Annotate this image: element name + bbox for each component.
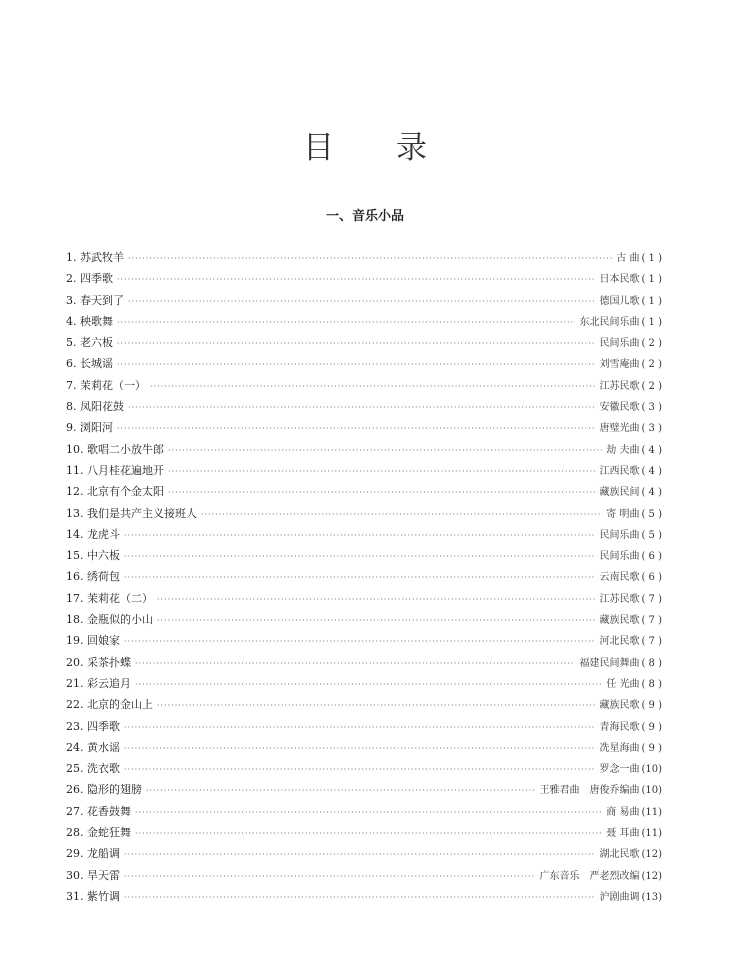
entry-credit: 日本民歌 [599,274,640,286]
entry-title: 12. 北京有个金太阳 [66,485,164,499]
toc-entry[interactable] [66,503,662,524]
dot-leader [146,780,535,801]
dot-leader [117,269,595,290]
toc-entry[interactable] [66,545,662,566]
dot-leader [128,248,612,269]
entry-title: 15. 中六板 [66,549,120,563]
toc-entry[interactable] [66,694,662,715]
entry-page-number: ( 2 ) [641,359,662,371]
dot-leader [124,844,595,865]
dot-leader [135,674,602,695]
toc-entry[interactable] [66,758,662,779]
entry-page-number: ( 8 ) [641,657,662,669]
toc-entry[interactable] [66,396,662,417]
entry-title: 13. 我们是共产主义接班人 [66,506,197,520]
entry-page-number: (12) [641,870,662,882]
entry-page-number: (10) [641,764,662,776]
dot-leader [135,823,602,844]
toc-entry[interactable] [66,779,662,800]
toc-entry[interactable] [66,609,662,630]
entry-credit: 广东音乐 严老烈改编 [539,870,640,882]
entry-title: 28. 金蛇狂舞 [66,826,131,840]
toc-entry[interactable] [66,843,662,864]
entry-credit: 藏族民间 [599,487,640,499]
entry-credit: 沪剧曲调 [599,891,640,903]
entry-title: 8. 凤阳花鼓 [66,400,124,414]
dot-leader [124,631,595,652]
entry-title: 6. 长城谣 [66,357,113,371]
entry-title: 18. 金瓶似的小山 [66,613,153,627]
dot-leader [124,759,595,780]
dot-leader [168,440,602,461]
entry-credit: 青海民歌 [599,721,640,733]
entry-page-number: ( 9 ) [641,700,662,712]
dot-leader [124,567,595,588]
dot-leader [168,461,595,482]
entry-page-number: ( 1 ) [641,295,662,307]
toc-entry[interactable] [66,481,662,502]
entry-title: 19. 回娘家 [66,634,120,648]
entry-page-number: ( 7 ) [641,636,662,648]
entry-credit: 云南民歌 [599,572,640,584]
dot-leader [157,695,595,716]
toc-entry[interactable] [66,865,662,886]
entry-page-number: ( 2 ) [641,380,662,392]
dot-leader [124,525,595,546]
entry-page-number: ( 4 ) [641,465,662,477]
toc-entry[interactable] [66,460,662,481]
entry-title: 10. 歌唱二小放牛郎 [66,442,164,456]
entry-title: 30. 旱天雷 [66,868,120,882]
toc-entry[interactable] [66,524,662,545]
toc-entry[interactable] [66,353,662,374]
dot-leader [201,504,602,525]
entry-credit: 湖北民歌 [599,849,640,861]
entry-page-number: ( 4 ) [641,487,662,499]
toc-entry[interactable] [66,439,662,460]
toc-entry[interactable] [66,290,662,311]
entry-credit: 王雅君曲 唐俊乔编曲 [539,785,640,797]
entry-title: 11. 八月桂花遍地开 [66,463,164,477]
entry-credit: 河北民歌 [599,636,640,648]
toc-entry[interactable] [66,332,662,353]
entry-credit: 江西民歌 [599,465,640,477]
entry-title: 4. 秧歌舞 [66,314,113,328]
entry-credit: 劫 夫曲 [606,444,640,456]
toc-entry[interactable] [66,630,662,651]
section-title: 一、音乐小品 [325,209,404,224]
entry-credit: 古 曲 [616,253,640,264]
entry-credit: 刘雪庵曲 [599,359,640,371]
entry-title: 2. 四季歌 [66,272,113,286]
dot-leader [157,589,595,610]
entry-page-number: ( 1 ) [641,274,662,286]
entry-page-number: ( 1 ) [641,316,662,328]
dot-leader [117,418,595,439]
entry-page-number: ( 7 ) [641,593,662,605]
entry-credit: 藏族民歌 [599,700,640,712]
entry-credit: 东北民间乐曲 [579,316,640,328]
entry-title: 29. 龙船调 [66,847,120,861]
entry-title: 27. 花香鼓舞 [66,804,131,818]
entry-page-number: ( 3 ) [641,423,662,435]
entry-credit: 江苏民歌 [599,593,640,605]
toc-entry[interactable] [66,375,662,396]
dot-leader [124,738,595,759]
entry-page-number: ( 4 ) [641,444,662,456]
dot-leader [124,866,535,887]
toc-entry[interactable] [66,886,662,907]
dot-leader [128,291,595,312]
entry-title: 14. 龙虎斗 [66,527,120,541]
entry-credit: 唐璧光曲 [599,423,640,435]
entry-page-number: (12) [641,849,662,861]
entry-title: 22. 北京的金山上 [66,698,153,712]
entry-page-number: (13) [641,891,662,903]
entry-title: 25. 洗衣歌 [66,762,120,776]
entry-page-number: ( 1 ) [641,253,662,264]
dot-leader [168,482,595,503]
toc-entry[interactable] [66,417,662,438]
entry-credit: 任 光曲 [606,678,640,690]
entry-title: 5. 老六板 [66,336,113,350]
entry-title: 1. 苏武牧羊 [66,251,124,264]
entry-title: 16. 绣荷包 [66,570,120,584]
entry-credit: 藏族民歌 [599,615,640,627]
entry-page-number: ( 5 ) [641,529,662,541]
entry-credit: 德国儿歌 [599,295,640,307]
entry-page-number: ( 9 ) [641,721,662,733]
dot-leader [135,802,602,823]
entry-page-number: ( 3 ) [641,402,662,414]
entry-title: 21. 彩云追月 [66,676,131,690]
toc-entry[interactable] [66,311,662,332]
entry-page-number: ( 9 ) [641,742,662,754]
dot-leader [117,312,575,333]
entry-credit: 江苏民歌 [599,380,640,392]
entry-title: 20. 采茶扑蝶 [66,655,131,669]
entry-page-number: (11) [641,828,662,840]
dot-leader [135,653,575,674]
entry-credit: 民间乐曲 [599,338,640,350]
entry-title: 26. 隐形的翅膀 [66,783,142,797]
dot-leader [124,717,595,738]
entry-credit: 民间乐曲 [599,551,640,563]
entry-title: 17. 茉莉花（二） [66,591,153,605]
entry-title: 3. 春天到了 [66,293,124,307]
entry-credit: 商 易曲 [606,806,640,818]
entry-page-number: ( 5 ) [641,508,662,520]
entry-title: 23. 四季歌 [66,719,120,733]
toc-entry[interactable] [66,673,662,694]
page-title: 目录 [303,130,489,166]
toc-list [66,247,662,907]
toc-entry[interactable] [66,247,662,268]
entry-page-number: ( 6 ) [641,551,662,563]
entry-page-number: ( 6 ) [641,572,662,584]
toc-entry[interactable] [66,737,662,758]
toc-entry[interactable] [66,801,662,822]
entry-page-number: (10) [641,785,662,797]
entry-credit: 寄 明曲 [606,508,640,520]
entry-credit: 聂 耳曲 [606,828,640,840]
dot-leader [128,397,595,418]
entry-page-number: ( 8 ) [641,678,662,690]
dot-leader [124,546,595,567]
entry-title: 7. 茉莉花（一） [66,378,146,392]
toc-entry[interactable] [66,652,662,673]
toc-entry[interactable] [66,716,662,737]
entry-page-number: ( 2 ) [641,338,662,350]
dot-leader [117,354,595,375]
entry-title: 9. 浏阳河 [66,421,113,435]
entry-title: 31. 紫竹调 [66,889,120,903]
dot-leader [157,610,595,631]
entry-credit: 安徽民歌 [599,402,640,414]
toc-entry[interactable] [66,268,662,289]
dot-leader [124,887,595,908]
entry-title: 24. 黄水谣 [66,740,120,754]
entry-credit: 福建民间舞曲 [579,657,640,669]
toc-entry[interactable] [66,588,662,609]
dot-leader [150,376,595,397]
entry-credit: 民间乐曲 [599,529,640,541]
entry-credit: 冼星海曲 [599,742,640,754]
toc-entry[interactable] [66,822,662,843]
dot-leader [117,333,595,354]
entry-page-number: ( 7 ) [641,615,662,627]
entry-credit: 罗念一曲 [599,764,640,776]
toc-entry[interactable] [66,566,662,587]
entry-page-number: (11) [641,806,662,818]
